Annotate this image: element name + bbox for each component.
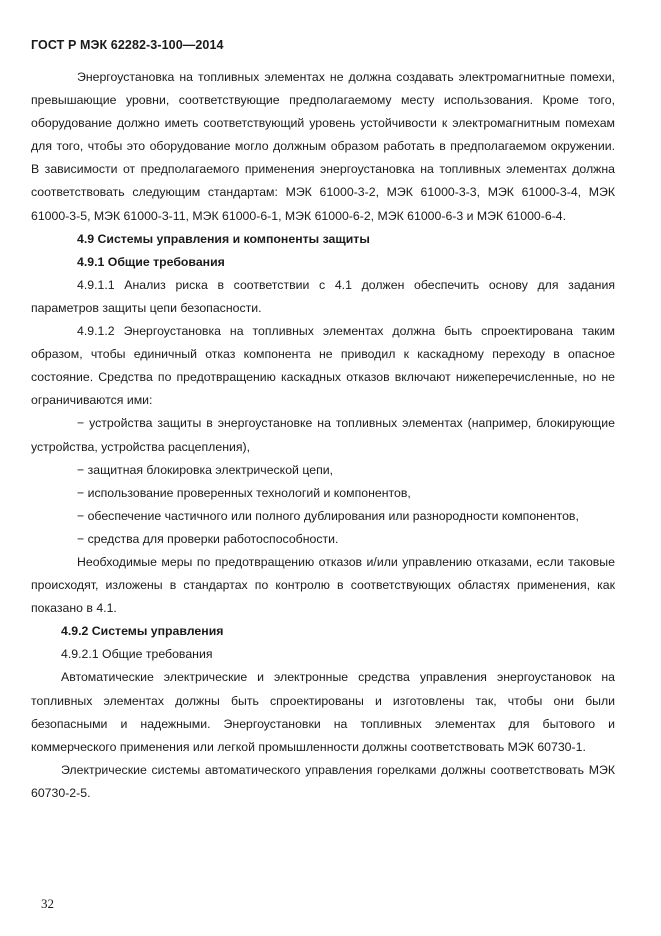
paragraph-emc: Энергоустановка на топливных элементах не должна создавать электромагнитные помехи, превышающие уровни, соответствующие предполагаемому месту использования. Кроме того, оборудование должно иметь соответствующий уровень устойчивости к электромагнитным помехам для того, чтобы это оборудование могло должным образом работать в предполагаемом окружении. В зависимости от предполагаемого применения энергоустановка на топливных элементах должна соответствовать следующим стандартам: МЭК 61000-3-2, МЭК 61000-3-3, МЭК 61000-3-4, МЭК 61000-3-5, МЭК 61000-3-11, МЭК 61000-6-1, МЭК 61000-6-2, МЭК 61000-6-3 и МЭК 61000-6-4. xyxy=(31,70,615,223)
section-heading-4-9-2: 4.9.2 Системы управления xyxy=(61,624,224,639)
paragraph-measures: Необходимые меры по предотвращению отказов и/или управлению отказами, если таковые происходят, изложены в стандартах по контролю в соответствующих областях применения, как показано в 4.1. xyxy=(31,554,615,616)
list-item: − обеспечение частичного или полного дублирования или разнородности компонентов, xyxy=(77,508,579,523)
paragraph-4-9-1-1: 4.9.1.1 Анализ риска в соответствии с 4.1 должен обеспечить основу для задания параметров защиты цепи безопасности. xyxy=(31,277,615,315)
paragraph-automatic-controls: Автоматические электрические и электронные средства управления энергоустановок на топливных элементах должны быть спроектированы и изготовлены так, чтобы они были безопасными и надежными. Энергоустановки на топливных элементах для бытового и коммерческого применения или легкой промышленности должны соответствовать МЭК 60730-1. xyxy=(31,670,615,754)
main-text-body xyxy=(31,66,615,805)
page-header-standard-title: ГОСТ Р МЭК 62282-3-100—2014 xyxy=(31,38,224,52)
list-item: − устройства защиты в энергоустановке на топливных элементах (например, блокирующие устройства, устройства расцепления), xyxy=(31,416,615,454)
paragraph-4-9-1-2: 4.9.1.2 Энергоустановка на топливных элементах должна быть спроектирована таким образом, чтобы единичный отказ компонента не приводил к каскадному переходу в опасное состояние. Средства по предотвращению каскадных отказов включают нижеперечисленные, но не ограничиваются ими: xyxy=(31,324,615,408)
list-item: − защитная блокировка электрической цепи, xyxy=(77,462,334,477)
page-number: 32 xyxy=(41,896,54,911)
list-item: − использование проверенных технологий и компонентов, xyxy=(77,485,411,500)
section-heading-4-9-1: 4.9.1 Общие требования xyxy=(77,254,225,269)
section-heading-4-9-2-1: 4.9.2.1 Общие требования xyxy=(61,647,213,662)
list-item: − средства для проверки работоспособности. xyxy=(77,531,339,546)
section-heading-4-9: 4.9 Системы управления и компоненты защиты xyxy=(77,231,370,246)
paragraph-burner-controls: Электрические системы автоматического управления горелками должны соответствовать МЭК 60730-2-5. xyxy=(31,762,615,800)
